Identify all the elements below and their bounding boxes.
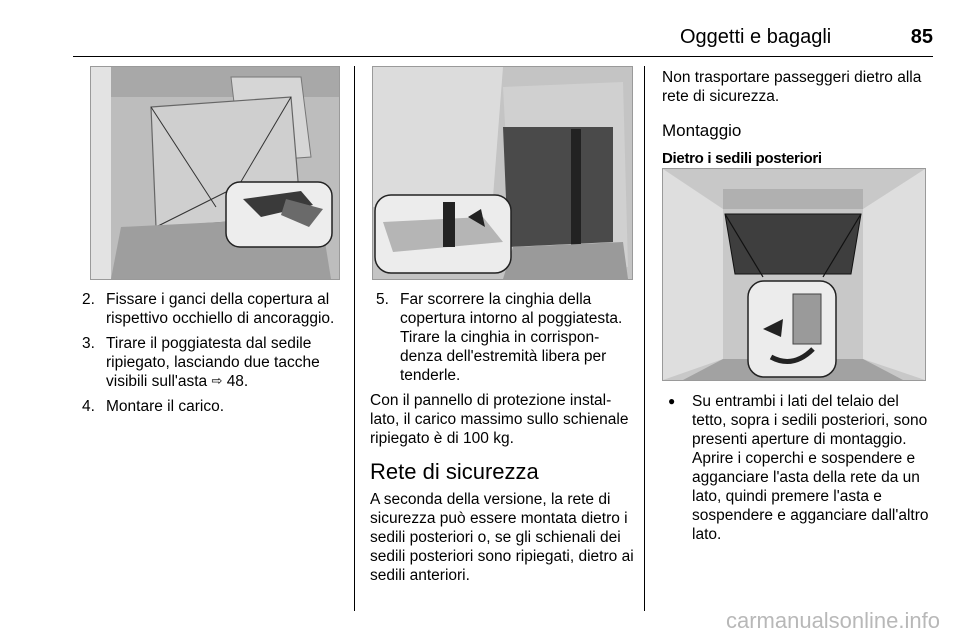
step-number: 3. bbox=[82, 335, 95, 352]
subsection-title: Montaggio bbox=[662, 121, 742, 140]
step-list-1 bbox=[82, 290, 340, 416]
step-text: Montare il carico. bbox=[106, 398, 225, 415]
column-divider-2 bbox=[644, 66, 645, 611]
column-3-subtitle bbox=[662, 150, 934, 168]
figure-headrest-strap bbox=[372, 66, 633, 280]
cargo-area-illustration bbox=[91, 67, 339, 279]
safety-net-paragraph: A seconda della versione, la rete di sicurezza può essere montata dietro i sedili posteriori o, se gli schienali dei sedili posteriori sono ripiegati, dietro ai sedili anteriori. bbox=[370, 491, 634, 584]
step-list-2 bbox=[370, 290, 635, 385]
step-number: 5. bbox=[376, 291, 389, 308]
figure-safety-net-mounting bbox=[662, 168, 926, 381]
column-2-text bbox=[370, 290, 635, 595]
page-reference[interactable]: 48. bbox=[226, 373, 249, 390]
running-header-title: Oggetti e bagagli bbox=[680, 26, 832, 48]
step-number: 2. bbox=[82, 291, 95, 308]
step-item-2 bbox=[82, 290, 340, 328]
step-text: Tirare il poggiatesta dal sedile ripiegato, lasciando due tacche visibili sull'asta bbox=[106, 335, 320, 390]
sub-subtitle: Dietro i sedili posteriori bbox=[662, 150, 822, 167]
bullet-text: Su entrambi i lati del telaio del tetto, sopra i sedili posteriori, sono presenti aperture di montaggio. Aprire i coperchi e sospendere e agganciare l'asta della rete da un lato, quindi premere l'asta e sospendere e agganciare dall'altro lato. bbox=[692, 393, 929, 543]
safety-net-illustration bbox=[663, 169, 925, 380]
figure-cargo-cover-hooks bbox=[90, 66, 340, 280]
step-item-4 bbox=[82, 397, 340, 416]
bullet-list bbox=[668, 392, 934, 544]
section-title: Rete di sicurezza bbox=[370, 459, 539, 484]
column-divider-1 bbox=[354, 66, 355, 611]
column-1-text bbox=[82, 290, 340, 422]
bullet-item bbox=[668, 392, 934, 544]
page-number: 85 bbox=[910, 26, 933, 48]
column-3-bullets bbox=[668, 392, 934, 550]
step-text: Fissare i ganci della copertura al rispettivo occhiello di ancoraggio. bbox=[106, 291, 335, 327]
load-limit-paragraph: Con il pannello di protezione installato, il carico massimo sullo schienale ripiegato è di 100 kg. bbox=[370, 392, 629, 447]
step-number: 4. bbox=[82, 398, 95, 415]
step-text: Far scorrere la cinghia della copertura intorno al poggiatesta. Tirare la cinghia in corrispondenza dell'estremità libera per tenderle. bbox=[400, 291, 623, 384]
intro-paragraph: Non trasportare passeggeri dietro alla rete di sicurezza. bbox=[662, 69, 922, 105]
column-3-intro bbox=[662, 68, 934, 142]
watermark: carmanualsonline.info bbox=[725, 608, 940, 633]
bullet-icon: ● bbox=[668, 394, 676, 408]
header-rule bbox=[73, 56, 933, 57]
arrow-reference-icon[interactable]: ⇨ bbox=[211, 373, 223, 388]
headrest-strap-illustration bbox=[373, 67, 632, 279]
step-item-3 bbox=[82, 334, 340, 391]
step-item-5 bbox=[376, 290, 635, 385]
